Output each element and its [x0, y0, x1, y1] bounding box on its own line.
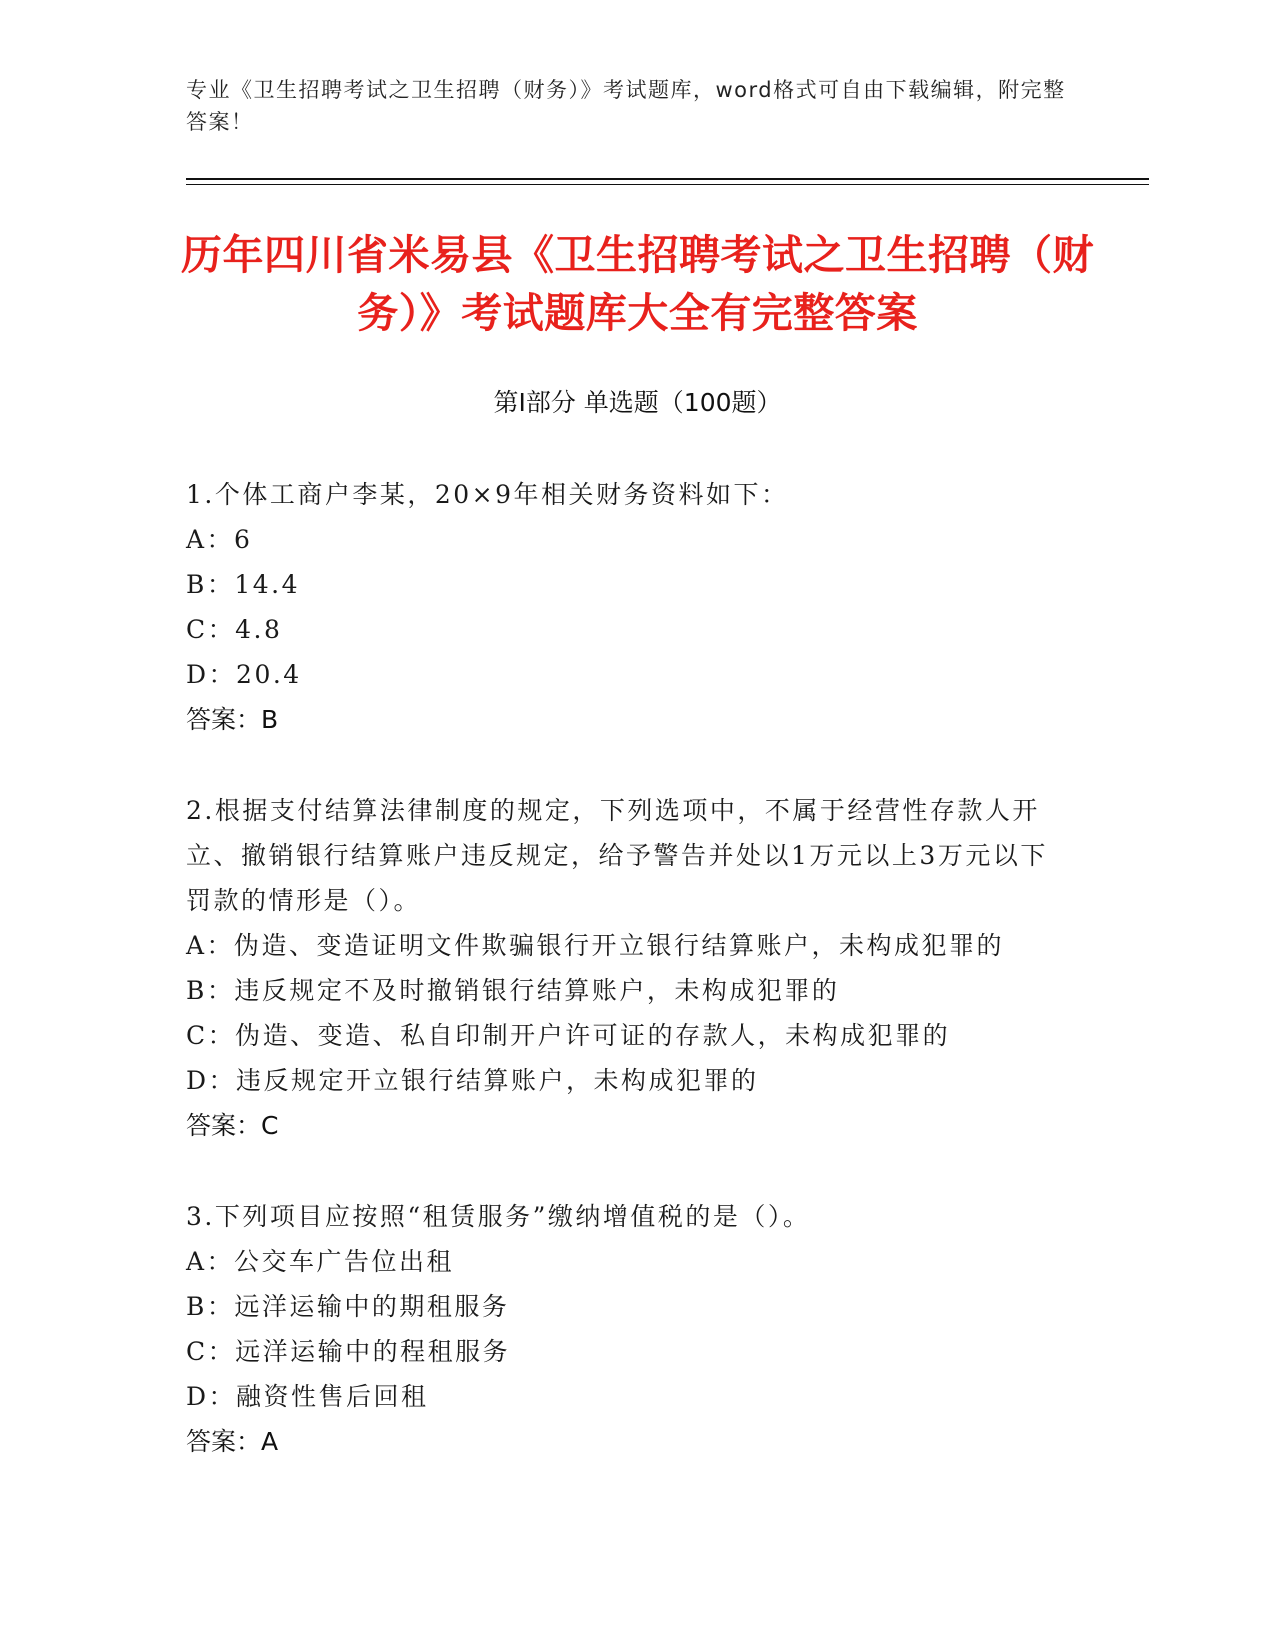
option-b: B：14.4 — [186, 570, 301, 599]
option-c: C：伪造、变造、私自印制开户许可证的存款人，未构成犯罪的 — [186, 1021, 951, 1050]
answer: 答案：A — [186, 1427, 279, 1456]
answer: 答案：B — [186, 705, 279, 734]
option-a: A：6 — [186, 525, 253, 554]
option-c: C：远洋运输中的程租服务 — [186, 1337, 511, 1366]
question-stem: 1.个体工商户李某，20×9年相关财务资料如下： — [186, 480, 789, 509]
question-2 — [186, 788, 1066, 1148]
question-stem: 2.根据支付结算法律制度的规定，下列选项中，不属于经营性存款人开立、撤销银行结算账户违反规定，给予警告并处以1万元以上3万元以下罚款的情形是（）。 — [186, 796, 1048, 915]
header-rule-thin — [186, 184, 1149, 185]
option-d: D：违反规定开立银行结算账户，未构成犯罪的 — [186, 1066, 759, 1095]
option-c: C：4.8 — [186, 615, 283, 644]
option-a: A：伪造、变造证明文件欺骗银行开立银行结算账户，未构成犯罪的 — [186, 931, 1005, 960]
header-note: 专业《卫生招聘考试之卫生招聘（财务）》考试题库，word格式可自由下载编辑，附完整答案！ — [186, 78, 1066, 134]
option-d: D：20.4 — [186, 660, 302, 689]
answer: 答案：C — [186, 1111, 279, 1140]
document-title: 历年四川省米易县《卫生招聘考试之卫生招聘（财务）》考试题库大全有完整答案 — [181, 231, 1094, 337]
question-list — [186, 472, 1066, 1510]
option-d: D：融资性售后回租 — [186, 1382, 429, 1411]
section-title: 第Ⅰ部分 单选题（100题） — [493, 388, 782, 417]
option-a: A：公交车广告位出租 — [186, 1247, 455, 1276]
option-b: B：远洋运输中的期租服务 — [186, 1292, 510, 1321]
question-1 — [186, 472, 1066, 742]
question-3 — [186, 1194, 1066, 1464]
option-b: B：违反规定不及时撤销银行结算账户，未构成犯罪的 — [186, 976, 840, 1005]
question-stem: 3.下列项目应按照“租赁服务”缴纳增值税的是（）。 — [186, 1202, 811, 1231]
header-rule-thick — [186, 178, 1149, 180]
